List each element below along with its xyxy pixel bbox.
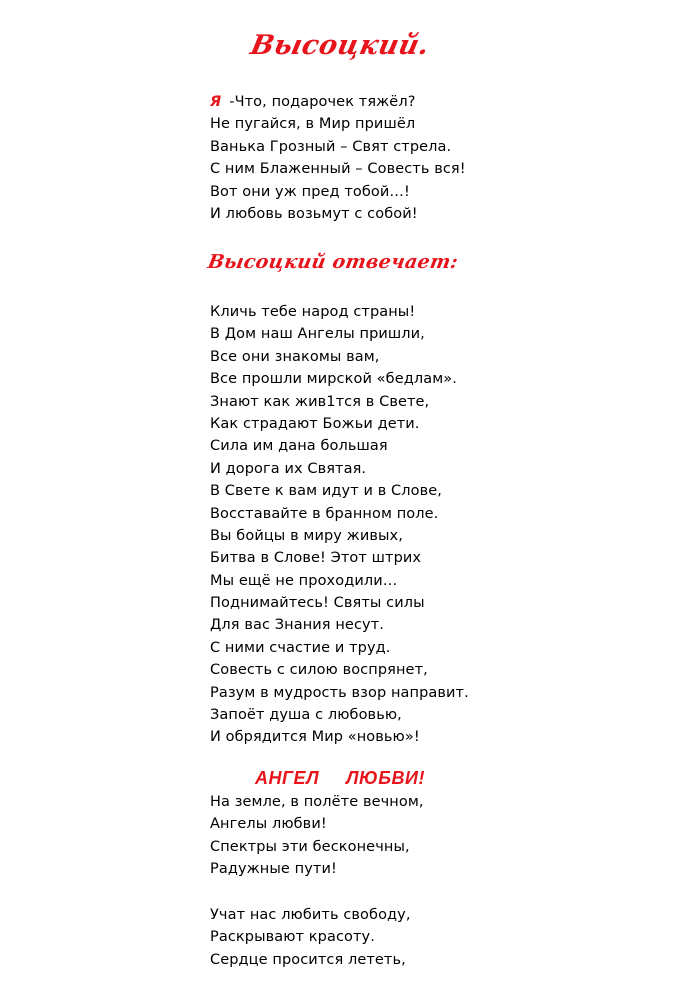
stanza-line: Спектры эти бесконечны,: [210, 838, 410, 855]
stanza-line: Кличь тебе народ страны!: [210, 304, 416, 320]
stanza-line: И обрядится Мир «новью»!: [210, 729, 420, 746]
stanza-line: И дорога их Святая.: [210, 460, 367, 477]
section-subheading: Высоцкий отвечает:: [206, 251, 460, 273]
stanza-line: С ним Блаженный – Совесть вся!: [210, 161, 466, 178]
stanza-line: Все они знакомы вам,: [210, 348, 380, 365]
stanza-line: Ванька Грозный – Свят стрела.: [210, 138, 452, 155]
stanza-line: Ангелы любви!: [210, 816, 327, 833]
stanza-line: Вы бойцы в миру живых,: [210, 527, 403, 544]
stanza-line: Совесть с силою воспрянет,: [210, 662, 428, 679]
speaker-label: Я: [210, 94, 222, 110]
stanza-line: Вот они уж пред тобой…!: [210, 183, 410, 200]
stanza-line: В Дом наш Ангелы пришли,: [210, 326, 425, 343]
stanza-line-text: -Что, подарочек тяжёл?: [229, 94, 416, 110]
stanza-line: С ними счастие и труд.: [210, 639, 391, 656]
stanza-3: [210, 791, 650, 881]
stanza-line: Раскрывают красоту.: [210, 929, 375, 946]
stanza-1: [210, 91, 650, 225]
stanza-line: Не пугайся, в Мир пришёл: [210, 116, 416, 133]
section-heading: АНГЕЛ ЛЮБВИ!: [255, 768, 425, 788]
stanza-line: В Свете к вам идут и в Слове,: [210, 483, 442, 500]
stanza-line: Битва в Слове! Этот штрих: [210, 550, 422, 567]
stanza-line: На земле, в полёте вечном,: [210, 794, 424, 810]
stanza-line: Восставайте в бранном поле.: [210, 505, 439, 522]
stanza-line: Поднимайтесь! Святы силы: [210, 595, 425, 612]
stanza-line: [210, 91, 650, 113]
stanza-line: Радужные пути!: [210, 861, 337, 878]
stanza-4: [210, 904, 650, 971]
stanza-line: Мы ещё не проходили…: [210, 572, 398, 589]
stanza-line: Разум в мудрость взор направит.: [210, 684, 469, 701]
stanza-line: Сердце просится лететь,: [210, 951, 406, 968]
stanza-line: И любовь возьмут с собой!: [210, 205, 418, 222]
stanza-line: Все прошли мирской «бедлам».: [210, 371, 457, 388]
stanza-2: [210, 301, 650, 749]
stanza-line: Для вас Знания несут.: [210, 617, 384, 634]
stanza-line: Учат нас любить свободу,: [210, 907, 411, 923]
stanza-line: Как страдают Божьи дети.: [210, 415, 420, 432]
stanza-line: Знают как жив1тся в Свете,: [210, 393, 430, 410]
stanza-line: Запоёт душа с любовью,: [210, 707, 402, 724]
page-title: Высоцкий.: [247, 30, 433, 61]
stanza-line: Сила им дана большая: [210, 438, 388, 455]
